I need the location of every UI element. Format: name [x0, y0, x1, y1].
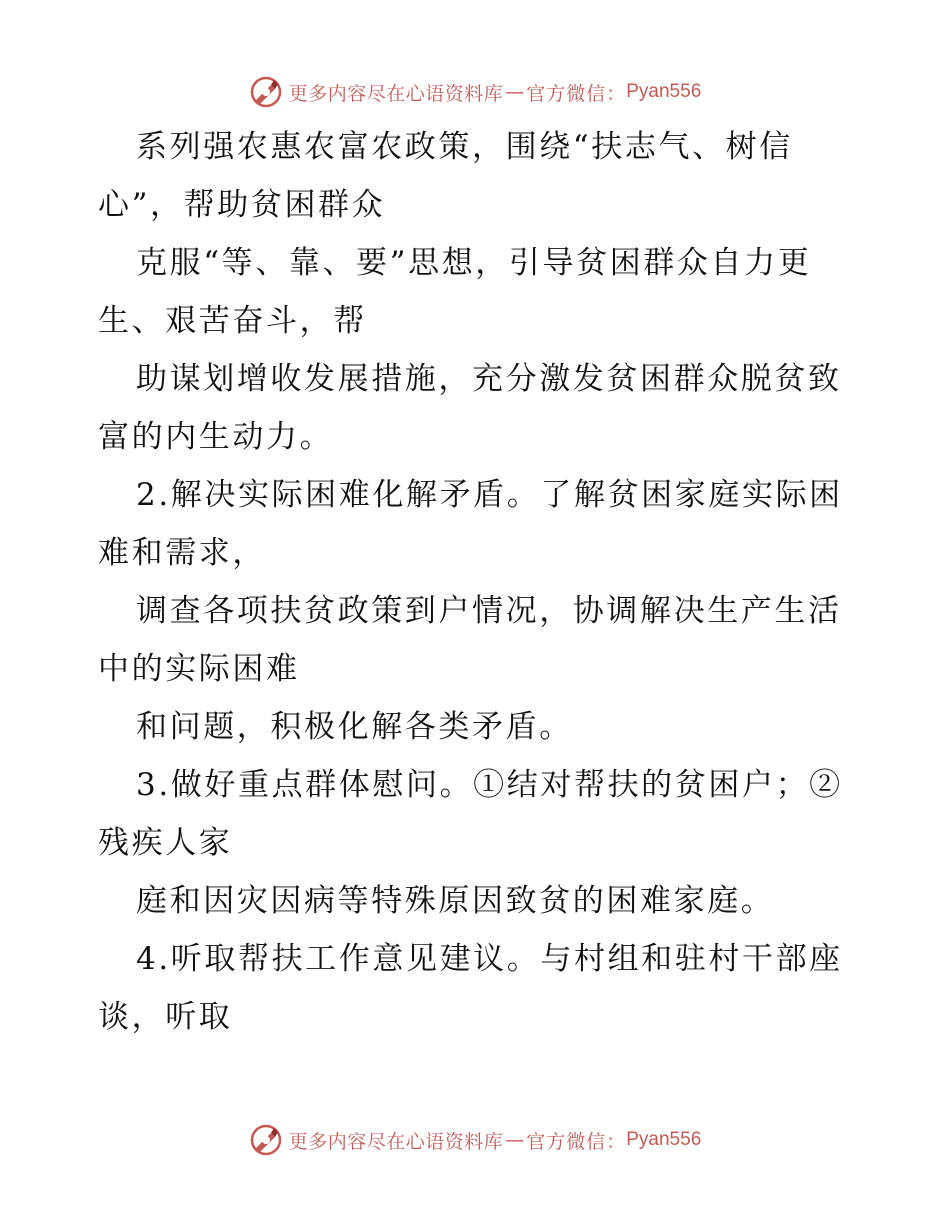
watermark-dash: — — [505, 1129, 525, 1151]
paragraph-4: 2.解决实际困难化解矛盾。了解贫困家庭实际困难和需求， — [98, 477, 843, 571]
watermark-wechat-label: 官方微信： — [526, 1130, 627, 1153]
paragraph-3: 助谋划增收发展措施，充分激发贫困群众脱贫致富的内生动力。 — [98, 361, 842, 455]
document-body — [98, 118, 858, 1046]
watermark-main-text: 更多内容尽在心语资料库 — [288, 82, 504, 105]
paragraph-5: 调查各项扶贫政策到户情况，协调解决生产生活中的实际困难 — [98, 593, 842, 687]
pen-logo-icon — [249, 1123, 283, 1157]
header-watermark — [0, 72, 950, 112]
watermark-main-text: 更多内容尽在心语资料库 — [288, 1130, 504, 1153]
paragraph-1: 系列强农惠农富农政策，围绕“扶志气、树信心”，帮助贫困群众 — [98, 129, 793, 223]
pen-logo-icon — [249, 75, 283, 109]
paragraph-2: 克服“等、靠、要”思想，引导贫困群众自力更生、艰苦奋斗，帮 — [98, 245, 812, 339]
paragraph-7: 3.做好重点群体慰问。①结对帮扶的贫困户；②残疾人家 — [98, 767, 843, 861]
paragraph-9: 4.听取帮扶工作意见建议。与村组和驻村干部座谈，听取 — [98, 941, 843, 1035]
watermark-wechat-id: Pyan556 — [626, 81, 702, 102]
paragraph-6: 和问题，积极化解各类矛盾。 — [136, 709, 573, 745]
watermark-wechat-id: Pyan556 — [626, 1129, 702, 1150]
footer-watermark — [0, 1120, 950, 1160]
watermark-dash: — — [505, 81, 525, 103]
watermark-wechat-label: 官方微信： — [526, 82, 627, 105]
paragraph-8: 庭和因灾因病等特殊原因致贫的困难家庭。 — [136, 883, 775, 919]
